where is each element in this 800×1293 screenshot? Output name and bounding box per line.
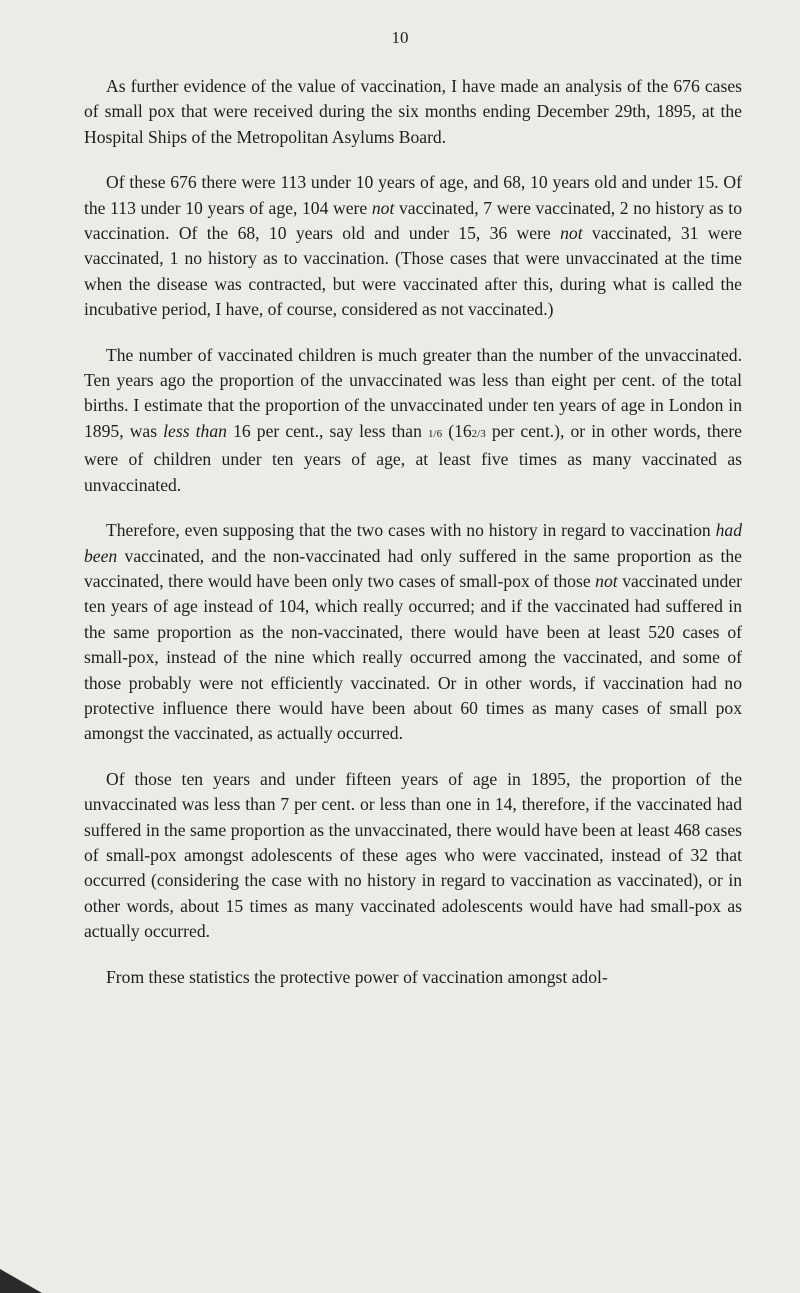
- paragraph-3: [84, 343, 742, 498]
- text-run: per cent.), or in other words, there were of children under ten years of age, at least five times as many vaccinated as unvaccinated.: [84, 420, 742, 495]
- text-run: Therefore, even supposing that the two cases with no history in regard to vaccination: [106, 520, 716, 541]
- text-run: vaccinated under ten years of age instead of 104, which really occurred; and if the vaccinated had suffered in the same proportion as the non-vaccinated, there would have been at least 520 cases of small-pox, instead of the nine which really occurred among the vaccinated, and some of those probably were not efficiently vaccinated. Or in other words, if vaccination had no protective influence there would have been about 60 times as many cases of small pox amongst the vaccinated, as actually occurred.: [84, 570, 742, 744]
- paragraph-1: As further evidence of the value of vaccination, I have made an analysis of the 676 cases of small pox that were received during the six months ending December 29th, 1895, at the Hospital Ships of the Metropolitan Asylums Board.: [84, 76, 742, 147]
- paragraph-2: [84, 170, 742, 322]
- emphasis-not: not: [560, 223, 583, 244]
- paragraph-6: From these statistics the protective power of vaccination amongst adol-: [106, 966, 608, 987]
- emphasis-had-been: had been: [84, 520, 742, 566]
- emphasis-not: not: [595, 570, 618, 591]
- emphasis-not: not: [371, 197, 395, 218]
- paragraph-5: Of those ten years and under fifteen years of age in 1895, the proportion of the unvaccinated was less than 7 per cent. or less than one in 14, therefore, if the vaccinated had suffered in the same proportion as the unvaccinated, there would have been at least 468 cases of small-pox amongst adolescents of these ages who were vaccinated, instead of 32 that occurred (considering the case with no history in regard to vaccination as vaccinated), or in other words, about 15 times as many vaccinated adolescents would have had small-pox as actually occurred.: [84, 768, 742, 942]
- fraction-two-thirds: 2/3: [471, 427, 486, 440]
- body-text: [84, 74, 742, 990]
- text-run: vaccinated, and the non-vaccinated had only suffered in the same proportion as the vaccinated, there would have been only two cases of small-pox of those: [84, 545, 742, 591]
- emphasis-less-than: less than: [163, 420, 227, 441]
- text-run: (16: [442, 420, 472, 441]
- fraction-one-sixth: 1/6: [428, 427, 443, 440]
- page-number: 10: [391, 28, 409, 47]
- paragraph-4: [84, 518, 742, 747]
- text-run: vaccinated, 31 were vaccinated, 1 no history as to vaccination. (Those cases that were unvaccinated at the time when the disease was contracted, but were vaccinated after this, during what is called the incubative period, I have, of course, considered as not vaccinated.): [84, 223, 742, 320]
- text-run: vaccinated, 7 were vaccinated, 2 no history as to vaccination. Of the 68, 10 years old and under 15, 36 were: [84, 197, 742, 244]
- text-run: 16 per cent., say less than: [226, 420, 429, 441]
- text-run: Of these 676 there were 113 under 10 years of age, and 68, 10 years old and under 15. Of the 113 under 10 years of age, 104 were: [84, 172, 742, 218]
- text-run: The number of vaccinated children is much greater than the number of the unvaccinated. Ten years ago the proportion of the unvaccinated was less than eight per cent. of the total births. I estimate that the proportion of the unvaccinated under ten years of age in London in 1895, was: [84, 344, 742, 441]
- scan-corner-mark: [0, 1269, 42, 1293]
